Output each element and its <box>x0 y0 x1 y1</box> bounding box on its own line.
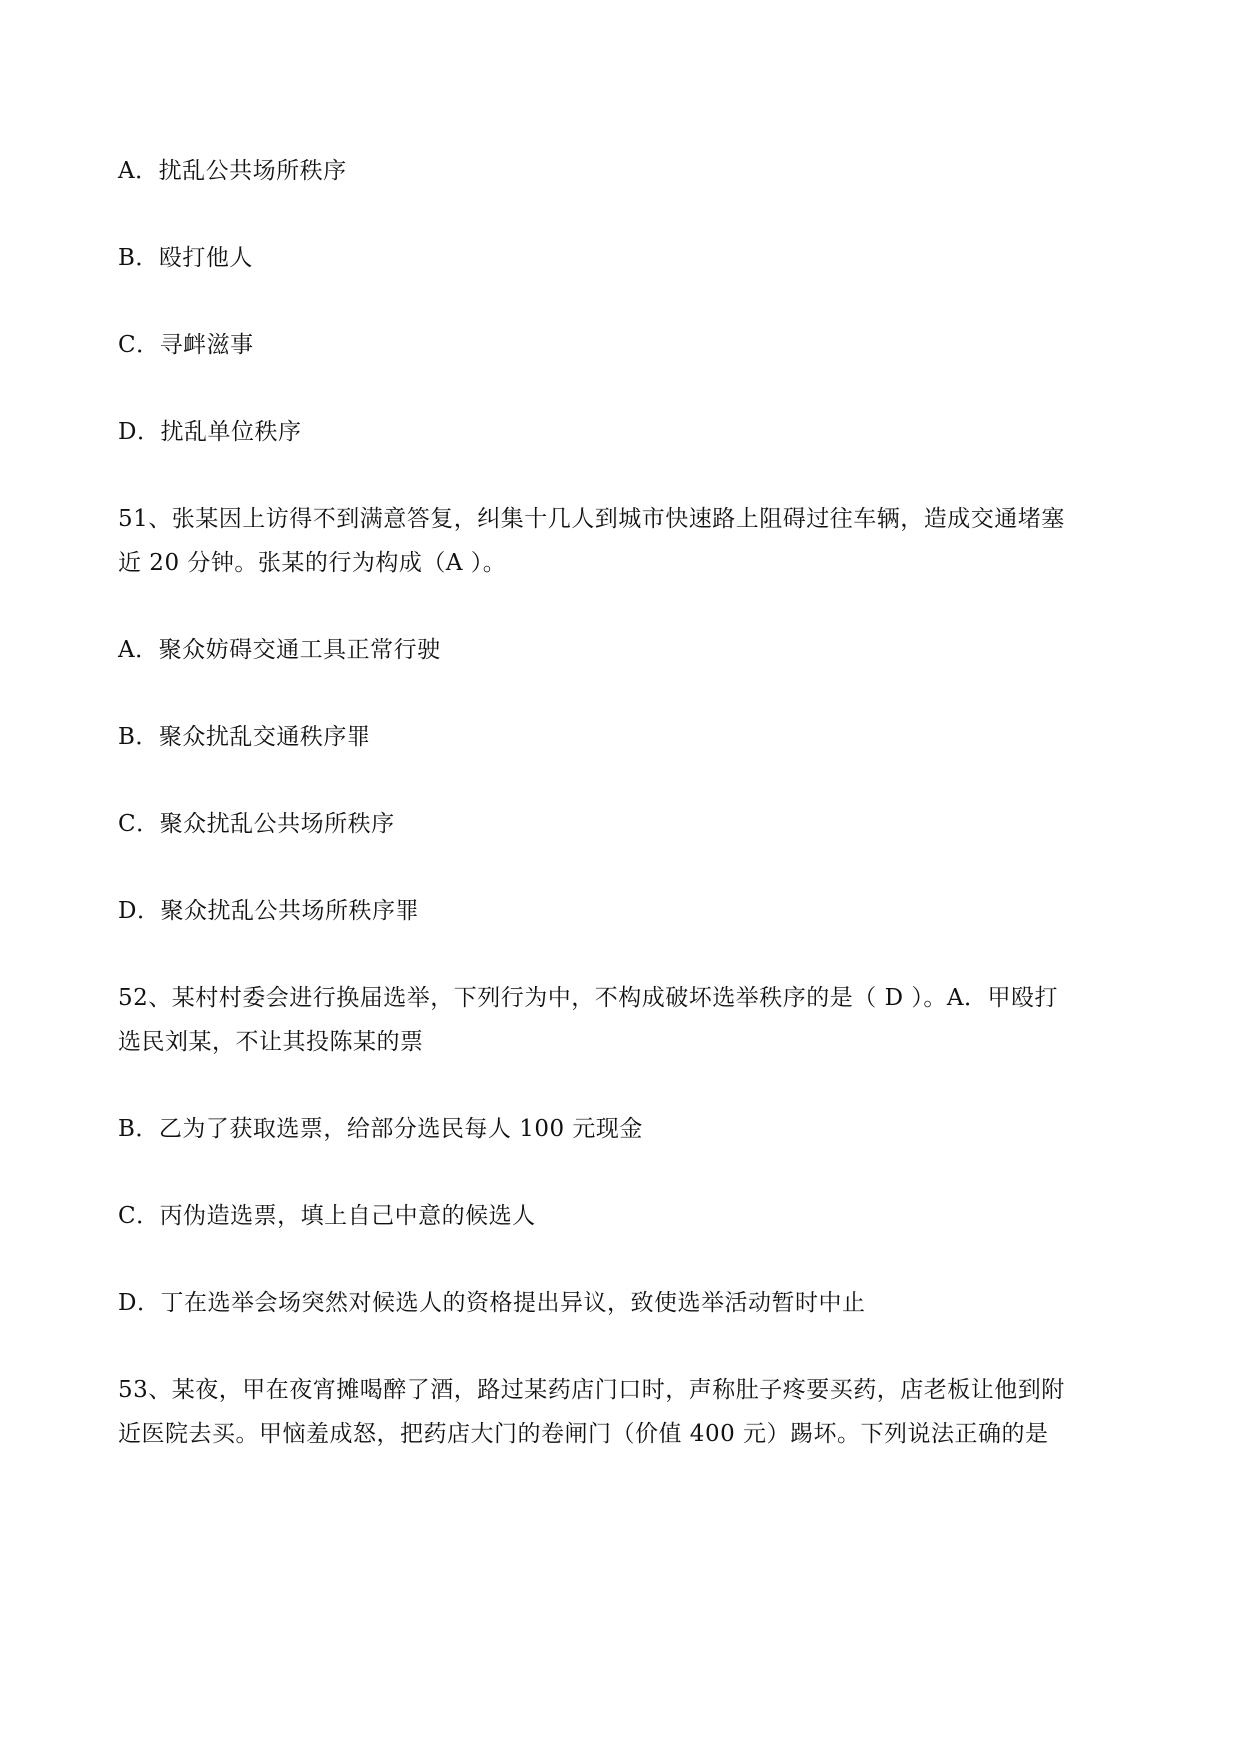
option-b-q50: B．殴打他人 <box>118 245 253 271</box>
question-53-line-2: 近医院去买。甲恼羞成怒，把药店大门的卷闸门（价值 400 元）踢坏。下列说法正确的是 <box>118 1421 1049 1447</box>
option-c-q50: C．寻衅滋事 <box>118 332 254 358</box>
option-d-q52: D．丁在选举会场突然对候选人的资格提出异议，致使选举活动暂时中止 <box>118 1290 866 1316</box>
question-52-line-1: 52、某村村委会进行换届选举，下列行为中，不构成破坏选举秩序的是（ D ）。A．甲殴打 <box>118 985 1058 1011</box>
option-b-q52: B．乙为了获取选票，给部分选民每人 100 元现金 <box>118 1116 643 1142</box>
option-b-q51: B．聚众扰乱交通秩序罪 <box>118 724 371 750</box>
question-51-line-1: 51、张某因上访得不到满意答复，纠集十几人到城市快速路上阻碍过往车辆，造成交通堵塞 <box>118 506 1065 532</box>
option-d-q50: D．扰乱单位秩序 <box>118 419 302 445</box>
question-53-line-1: 53、某夜，甲在夜宵摊喝醉了酒，路过某药店门口时，声称肚子疼要买药，店老板让他到附 <box>118 1377 1065 1403</box>
question-52-line-2: 选民刘某，不让其投陈某的票 <box>118 1029 424 1055</box>
option-a-q51: A．聚众妨碍交通工具正常行驶 <box>118 637 441 663</box>
option-d-q51: D．聚众扰乱公共场所秩序罪 <box>118 898 419 924</box>
option-c-q52: C．丙伪造选票，填上自己中意的候选人 <box>118 1203 536 1229</box>
option-a-q50: A．扰乱公共场所秩序 <box>118 158 347 184</box>
option-c-q51: C．聚众扰乱公共场所秩序 <box>118 811 395 837</box>
question-51-line-2: 近 20 分钟。张某的行为构成（A ）。 <box>118 550 507 576</box>
